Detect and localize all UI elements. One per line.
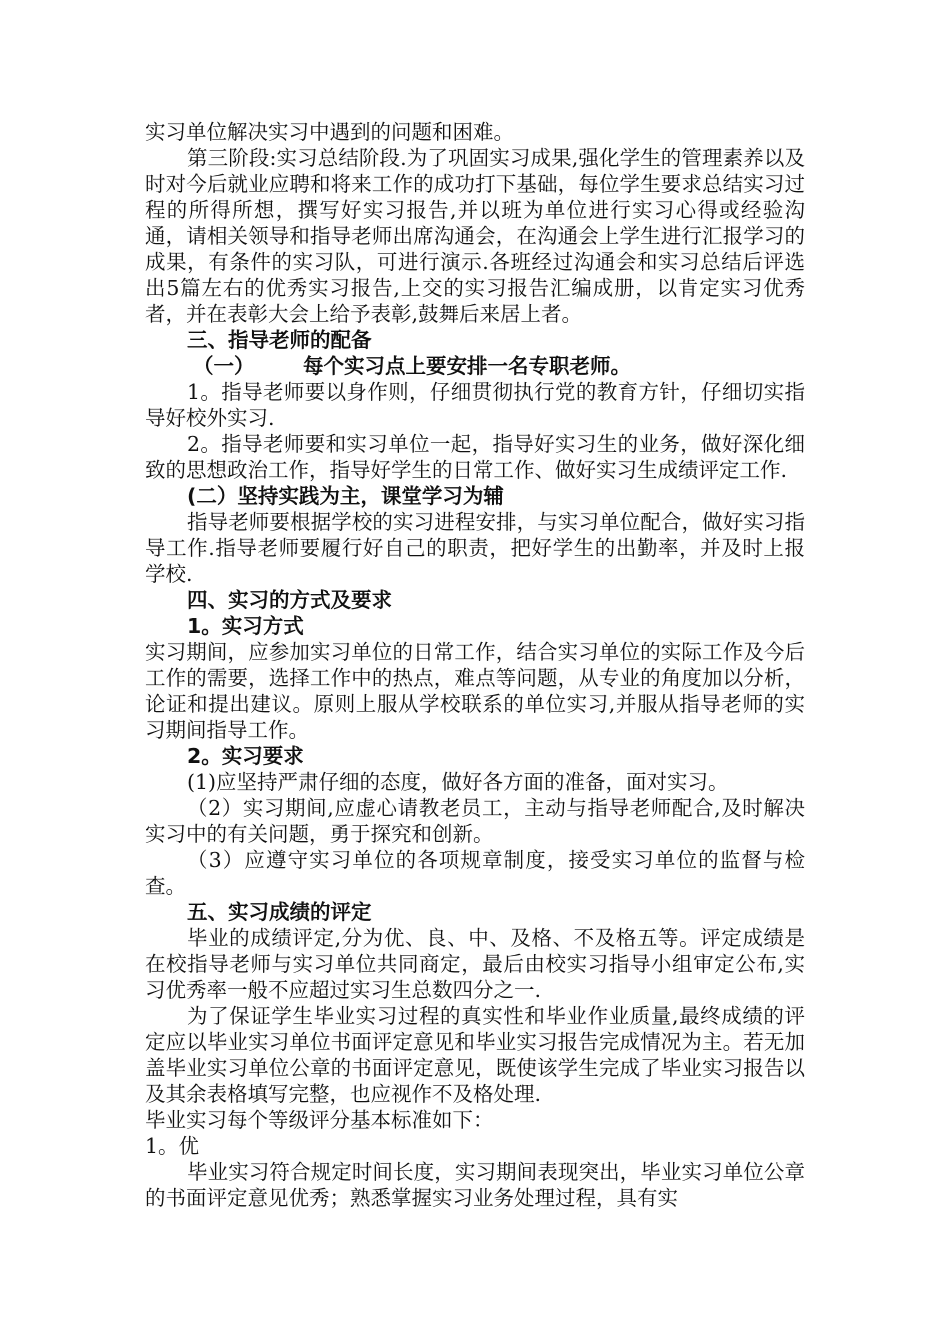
paragraph: 1。指导老师要以身作则，仔细贯彻执行党的教育方针，仔细切实指导好校外实习.	[145, 380, 805, 430]
paragraph: 毕业实习每个等级评分基本标准如下：	[145, 1108, 494, 1132]
subsection-title: 每个实习点上要安排一名专职老师。	[303, 354, 631, 378]
list-item: （2）实习期间,应虚心请教老员工，主动与指导老师配合,及时解决实习中的有关问题，勇于探究和创新。	[145, 796, 805, 846]
paragraph: 实习单位解决实习中遇到的问题和困难。	[145, 120, 514, 144]
section-heading-3: 三、指导老师的配备	[187, 328, 372, 352]
subsection-heading-4-1: 1。实习方式	[187, 614, 304, 638]
list-item: (1)应坚持严肃仔细的态度，做好各方面的准备，面对实习。	[187, 770, 729, 794]
paragraph: 实习期间，应参加实习单位的日常工作，结合实习单位的实际工作及今后工作的需要，选择工作中的热点，难点等问题，从专业的角度加以分析，论证和提出建议。原则上服从学校联系的单位实习,并服从指导老师的实习期间指导工作。	[145, 640, 805, 742]
grade-label: 1。优	[145, 1134, 200, 1158]
paragraph: 指导老师要根据学校的实习进程安排，与实习单位配合，做好实习指导工作.指导老师要履行好自己的职责，把好学生的出勤率，并及时上报学校.	[145, 510, 805, 586]
paragraph: 毕业实习符合规定时间长度，实习期间表现突出，毕业实习单位公章的书面评定意见优秀；熟悉掌握实习业务处理过程，具有实	[145, 1160, 805, 1210]
section-heading-5: 五、实习成绩的评定	[187, 900, 372, 924]
section-heading-4: 四、实习的方式及要求	[187, 588, 392, 612]
list-item: （3）应遵守实习单位的各项规章制度，接受实习单位的监督与检查。	[145, 848, 805, 898]
paragraph: 为了保证学生毕业实习过程的真实性和毕业作业质量,最终成绩的评定应以毕业实习单位书面评定意见和毕业实习报告完成情况为主。若无加盖毕业实习单位公章的书面评定意见，既使该学生完成了毕业实习报告以及其余表格填写完整，也应视作不及格处理.	[145, 1004, 805, 1106]
paragraph: 2。指导老师要和实习单位一起，指导好实习生的业务，做好深化细致的思想政治工作，指导好学生的日常工作、做好实习生成绩评定工作.	[145, 432, 805, 482]
document-page	[145, 119, 805, 1211]
paragraph-stage-three: 第三阶段:实习总结阶段.为了巩固实习成果,强化学生的管理素养以及时对今后就业应聘和将来工作的成功打下基础，每位学生要求总结实习过程的所得所想，撰写好实习报告,并以班为单位进行实习心得或经验沟通，请相关领导和指导老师出席沟通会，在沟通会上学生进行汇报学习的成果，有条件的实习队，可进行演示.各班经过沟通会和实习总结后评选出5篇左右的优秀实习报告,上交的实习报告汇编成册，以肯定实习优秀者，并在表彰大会上给予表彰,鼓舞后来居上者。	[145, 146, 805, 326]
paragraph: 毕业的成绩评定,分为优、良、中、及格、不及格五等。评定成绩是在校指导老师与实习单位共同商定，最后由校实习指导小组审定公布,实习优秀率一般不应超过实习生总数四分之一.	[145, 926, 805, 1002]
subsection-number: （一）	[193, 354, 255, 378]
subsection-heading-3-1	[145, 353, 805, 379]
subsection-heading-4-2: 2。实习要求	[187, 744, 304, 768]
subsection-heading-3-2: (二）坚持实践为主，课堂学习为辅	[187, 484, 504, 508]
